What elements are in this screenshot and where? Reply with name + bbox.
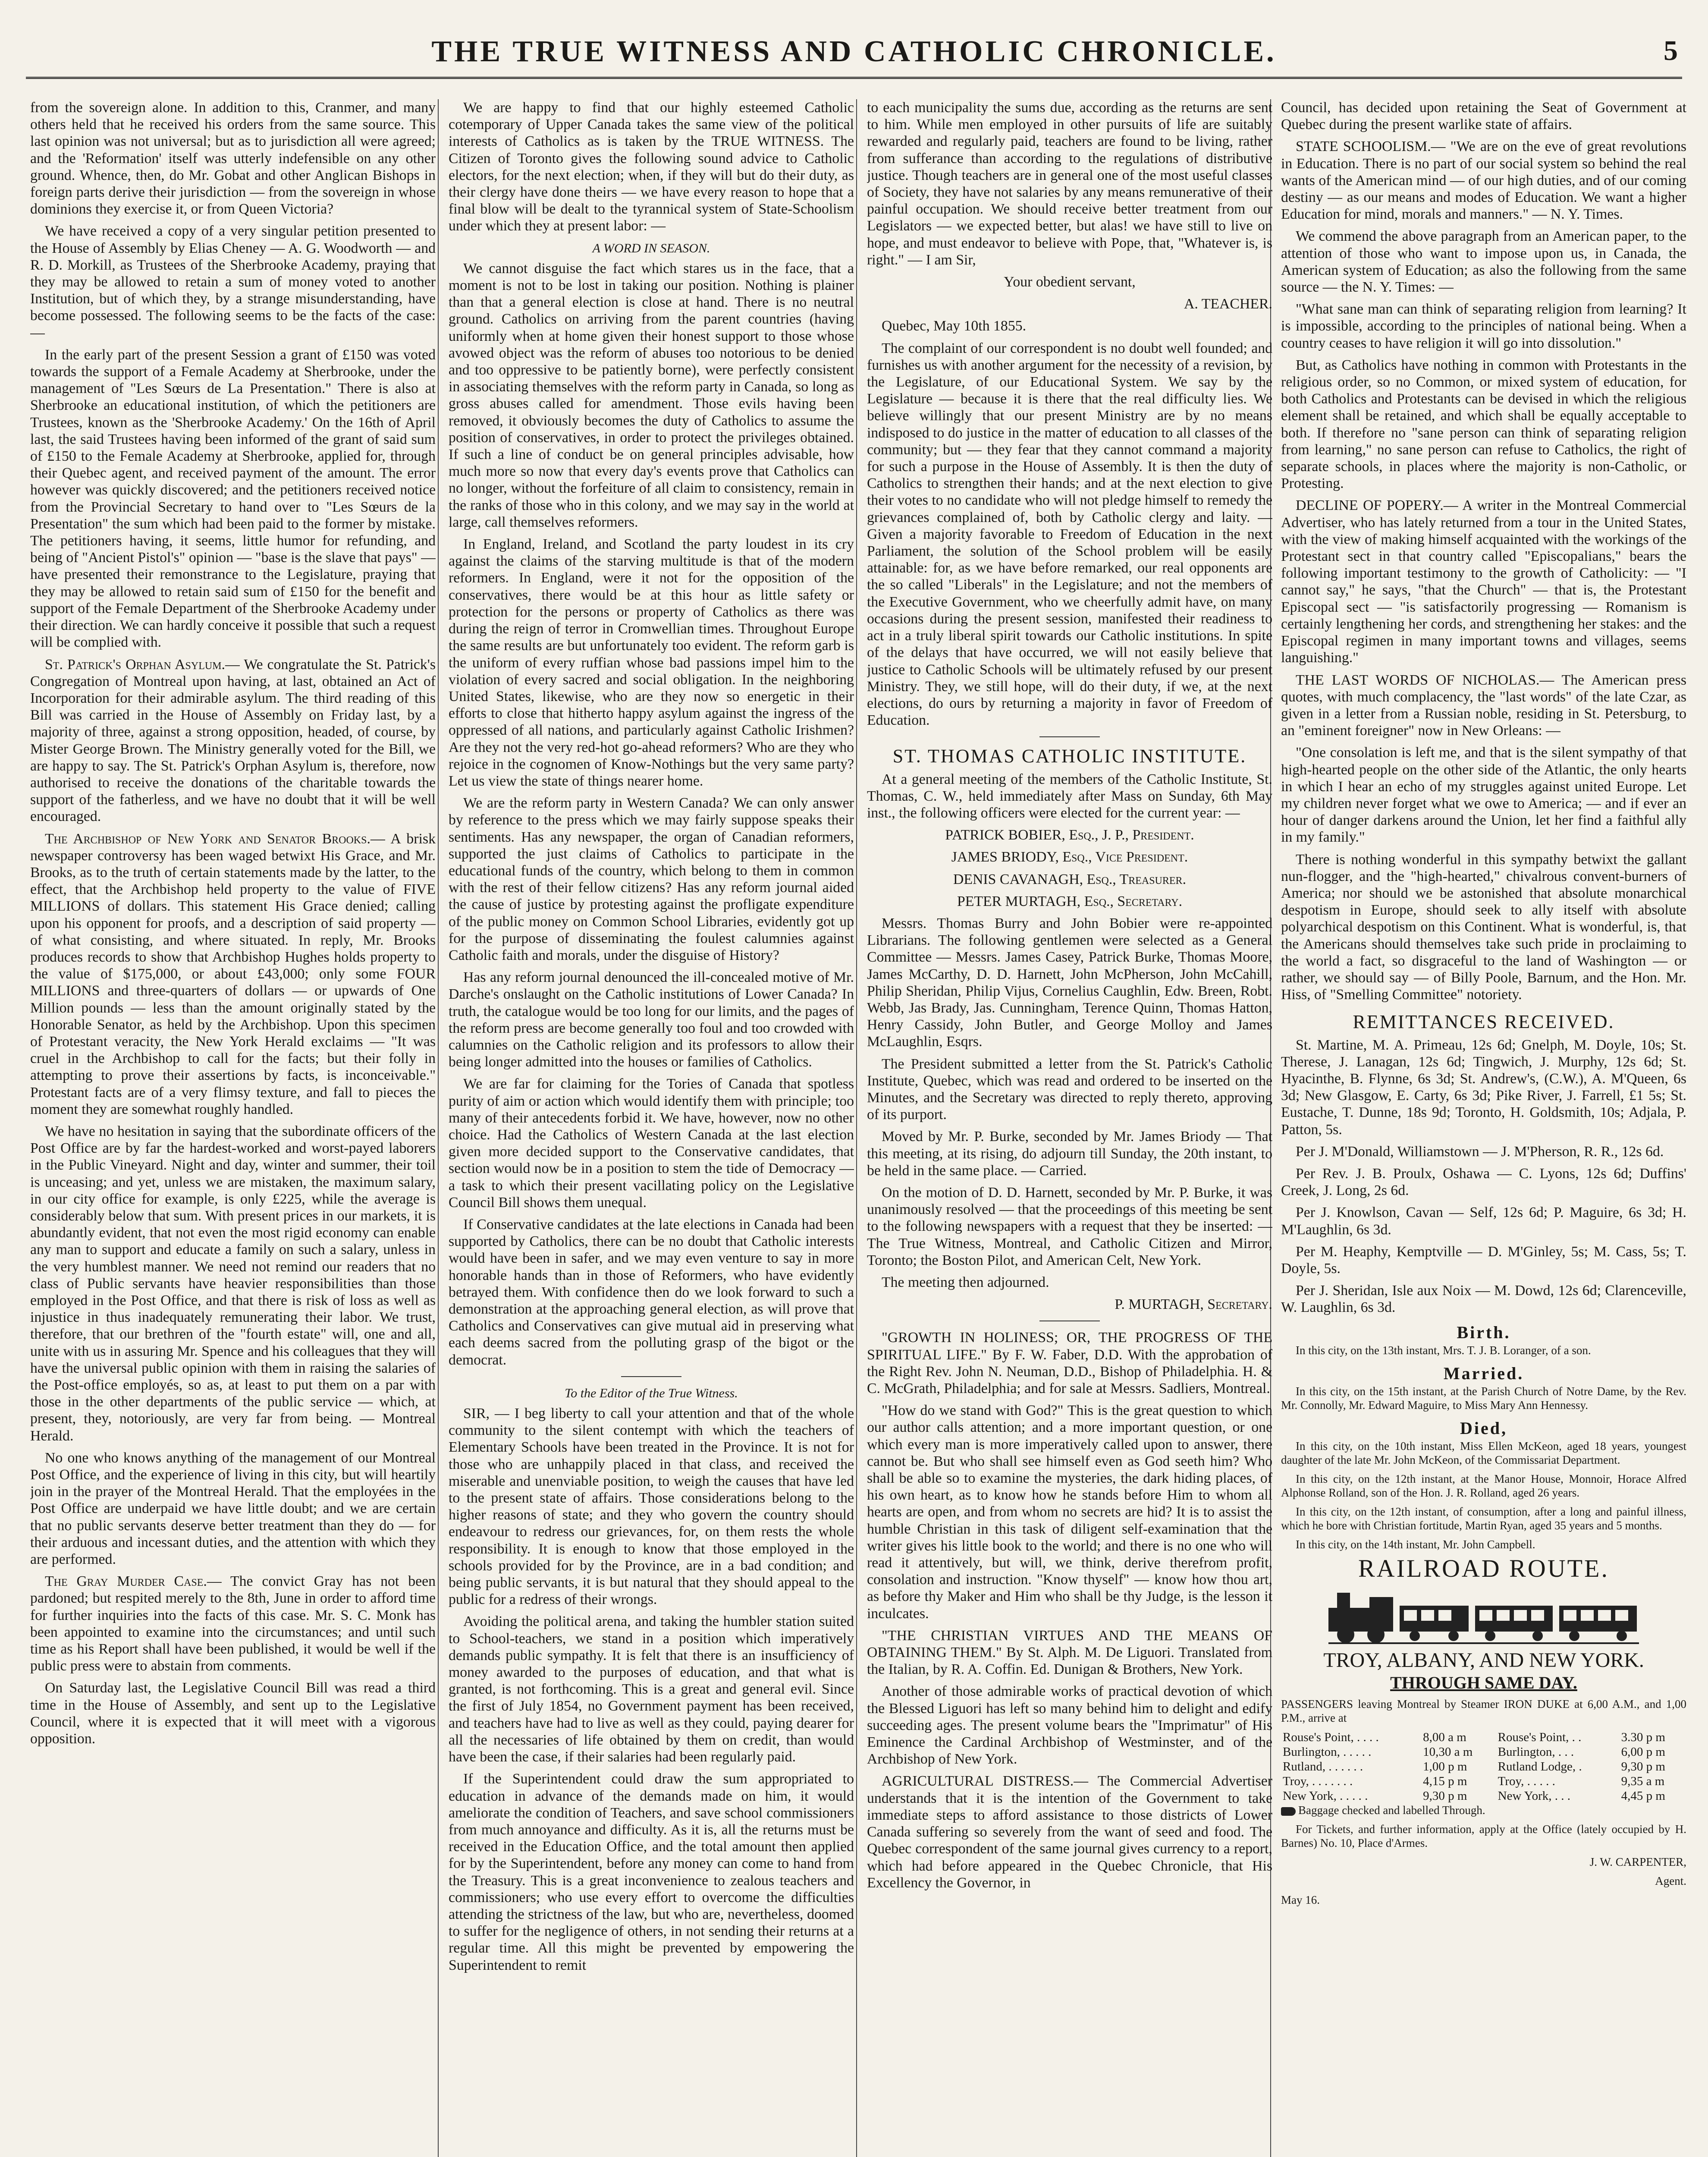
article-paragraph: We are the reform party in Western Canada? We can only answer by reference to the press which we may fairly suppose speaks their sentiments. Has any newspaper, the organ of Canadian reformers, supported the just claims of Catholics to participate in the educational funds of the country, which belong to them in common with the rest of their fellow citizens? Has any reform journal aided the cause of justice by protesting against the profligate expenditure of the public money on Common School Libraries, evidently got up for the purpose of disseminating the foulest calumnies against Catholic faith and morals, under the disguise of History? bbox=[449, 795, 854, 963]
article-paragraph bbox=[1281, 672, 1686, 739]
arrival-time: 4,15 p m bbox=[1423, 1774, 1467, 1788]
railroad-route-subtitle: TROY, ALBANY, AND NEW YORK. bbox=[1323, 1649, 1644, 1672]
article-heading: DECLINE OF POPERY. bbox=[1296, 497, 1444, 514]
newspaper-title: THE TRUE WITNESS AND CATHOLIC CHRONICLE. bbox=[431, 35, 1277, 68]
article-paragraph: On Saturday last, the Legislative Council Bill was read a third time in the House of Assembly, and sent up to the Legislative Council, where it is expected that it will meet with a vigorous opposition. bbox=[30, 1680, 436, 1747]
death-notice: In this city, on the 10th instant, Miss Ellen McKeon, aged 18 years, youngest daughter of the late Mr. John McKeon, of the Commissariat Department. bbox=[1281, 1440, 1686, 1467]
article-heading: The Archbishop of New York and Senator Brooks. bbox=[45, 830, 370, 847]
article-paragraph bbox=[30, 830, 436, 1118]
article-heading: THE LAST WORDS OF NICHOLAS. bbox=[1296, 672, 1540, 688]
station-name: New York, . . . bbox=[1498, 1789, 1571, 1803]
column-divider bbox=[856, 99, 857, 2157]
article-text: — A brisk newspaper controversy has been waged betwixt His Grace, and Mr. Brooks, as to the truth of certain statements made by the latter, to the effect, that the Archbishop held property to the value of FIVE MILLIONS of dollars. This statement His Grace denied; calling upon his opponent for proofs, and a description of said property — of what consisting, and where situated. In reply, Mr. Brooks produces records to show that Archbishop Hughes holds property to the value of $175,000, or about £43,000; only some FOUR MILLIONS and three-quarters of dollars — or upwards of One Million pounds — less than the amount originally stated by the Honorable Senator, as held by the Archbishop. Upon this specimen of Protestant veracity, the New York Herald exclaims — "It was cruel in the Archbishop to call for the facts; but their folly in attempting to prove their assertions by facts, is inconceivable." Protestant facts are of a very flimsy texture, and fall to pieces the moment they are somewhat roughly handled. bbox=[30, 830, 436, 1117]
separator-rule bbox=[1039, 736, 1100, 737]
station-name: Burlington, . . . . . bbox=[1283, 1745, 1372, 1759]
article-heading: The Gray Murder Case. bbox=[45, 1573, 207, 1590]
married-heading: Married. bbox=[1443, 1363, 1524, 1383]
table-row bbox=[1281, 1730, 1686, 1745]
table-row bbox=[1281, 1745, 1686, 1759]
locomotive-icon bbox=[1328, 1582, 1639, 1647]
agent-name: J. W. CARPENTER, bbox=[1589, 1855, 1686, 1868]
remittance-item: Per J. Knowlson, Cavan — Self, 12s 6d; P. Maguire, 6s 3d; H. M'Laughlin, 6s 3d. bbox=[1281, 1204, 1686, 1238]
masthead-rule bbox=[26, 77, 1682, 79]
pointing-hand-icon bbox=[1281, 1807, 1296, 1816]
article-paragraph: There is nothing wonderful in this sympathy betwixt the gallant nun-flogger, and the "high-hearted," chivalrous convent-burners of America; nor should we be astonished that absolute monarchical despotism in Europe, should seek to ally itself with absolute polyarchical despotism on this Continent. What is wonderful, is, that the Americans should themselves take such pride in proclaiming to the world a fact, so disgraceful to the land of Washington — or rather, we should say — of Billy Poole, Barnum, and the Hon. Mr. Hiss, of "Smelling Committee" notoriety. bbox=[1281, 851, 1686, 1003]
article-text: — "We are on the eve of great revolutions in Education. There is no part of our social system so behind the real wants of the American mind — of our high duties, and of our coming destiny — as our means and modes of Education. We want a higher Education for mind, morals and manners." — N. Y. Times. bbox=[1281, 138, 1686, 223]
article-heading: STATE SCHOOLISM. bbox=[1296, 138, 1431, 155]
notice-date: May 16. bbox=[1281, 1893, 1320, 1906]
article-paragraph: The President submitted a letter from the St. Patrick's Catholic Institute, Quebec, which was read and ordered to be inserted on the Minutes, and the Secretary was directed to reply thereto, approving of its purport. bbox=[867, 1056, 1272, 1123]
article-paragraph: We commend the above paragraph from an American paper, to the attention of those who want to impose upon us, in Canada, the American system of Education; as also the following from the same source — the N. Y. Times: — bbox=[1281, 228, 1686, 296]
page-number: 5 bbox=[1664, 35, 1678, 66]
letter-heading: To the Editor of the True Witness. bbox=[565, 1386, 738, 1400]
railroad-note: For Tickets, and further information, apply at the Office (lately occupied by H. Barnes) No. 10, Place d'Armes. bbox=[1281, 1822, 1686, 1849]
arrival-time: 4,45 p m bbox=[1621, 1789, 1665, 1803]
article-paragraph: to each municipality the sums due, according as the returns are sent to him. While men employed in other pursuits of life are suitably rewarded and regularly paid, teachers are found to be living, rather from sufferance than according to the regulations of distributive justice. Though teachers are in general one of the most useful classes of Society, they have not salaries by any means remunerative of their painful occupation. We should receive better treatment from our Legislators — we expected better, but alas! we have still to live on hope, and must endeavor to believe with Pope, that, "Whatever is, is right." — I am Sir, bbox=[867, 100, 1272, 268]
station-name: Rouse's Point, . . bbox=[1498, 1730, 1582, 1744]
book-notice: "GROWTH IN HOLINESS; OR, THE PROGRESS OF THE SPIRITUAL LIFE." By F. W. Faber, D.D. With the approbation of the Right Rev. John N. Neuman, D.D., Bishop of Philadelphia. H. & C. McGrath, Philadelphia; and for sale at Messrs. Sadliers, Montreal. bbox=[867, 1330, 1272, 1397]
article-paragraph bbox=[1281, 138, 1686, 223]
arrival-time: 8,00 a m bbox=[1423, 1730, 1466, 1744]
railroad-route-tagline: THROUGH SAME DAY. bbox=[1390, 1673, 1577, 1692]
article-paragraph: Avoiding the political arena, and taking the humbler station suited to School-teachers, we stand in a position which imperatively demands public sympathy. It is felt that there is an insufficiency of money awarded to the purposes of education, and that what is granted, is not forthcoming. This is a great and general evil. Since the first of July 1854, no Government payment has been received, and teachers have had to live as well as they could, paying dearer for all the necessaries of life obtained by them on credit, than would have been the case, if their salaries had been regularly paid. bbox=[449, 1613, 854, 1765]
remittance-item: Per M. Heaphy, Kemptville — D. M'Ginley, 5s; M. Cass, 5s; T. Doyle, 5s. bbox=[1281, 1243, 1686, 1277]
station-name: New York, . . . . . bbox=[1283, 1789, 1368, 1803]
birth-heading: Birth. bbox=[1457, 1322, 1511, 1342]
death-notice: In this city, on the 12th instant, at the Manor House, Monnoir, Horace Alfred Alphonse Rolland, son of the Hon. J. R. Rolland, aged 26 years. bbox=[1281, 1472, 1686, 1500]
article-paragraph: from the sovereign alone. In addition to this, Cranmer, and many others held that he received his orders from the same source. This last opinion was not universal; but as to jurisdiction all were agreed; and the 'Reformation' itself was utterly indefensible on any other ground. Whence, then, do Mr. Gobat and other Anglican Bishops in foreign parts derive their jurisdiction — from the sovereign in whose dominions they exercise it, or from Queen Victoria? bbox=[30, 100, 436, 217]
article-paragraph: Council, has decided upon retaining the Seat of Government at Quebec during the present warlike state of affairs. bbox=[1281, 100, 1686, 133]
remittance-item: Per Rev. J. B. Proulx, Oshawa — C. Lyons, 12s 6d; Duffins' Creek, J. Long, 2s 6d. bbox=[1281, 1165, 1686, 1199]
station-name: Rouse's Point, . . . . bbox=[1283, 1730, 1379, 1744]
article-text: — The Commercial Advertiser understands that it is the intention of the Government to take immediate steps to afford assistance to those districts of Lower Canada suffering so severely from the want of seed and food. The Quebec correspondent of the same journal gives currency to a report, which had before appeared in the Quebec Chronicle, that His Excellency the Governor, in bbox=[867, 1773, 1272, 1891]
dateline: Quebec, May 10th 1855. bbox=[882, 318, 1027, 334]
article-paragraph: Has any reform journal denounced the ill-concealed motive of Mr. Darche's onslaught on the Catholic institutions of Lower Canada? In truth, the catalogue would be too long for our limits, and the pages of the reform press are become generally too foul and too crowded with calumnies on the Catholic religion and its professors to allow their being longer admitted into the houses or families of Catholics. bbox=[449, 969, 854, 1070]
article-text: — We congratulate the St. Patrick's Congregation of Montreal upon having, at last, obtained an Act of Incorporation for their admirable asylum. The third reading of this Bill was carried in the House of Assembly on Friday last, by a majority of three, against a strong opposition, headed, of course, by Mister George Brown. The Ministry generally voted for the Bill, we are happy to say. The St. Patrick's Orphan Asylum is, therefore, now authorised to receive the donations of the charitable towards the support of the fatherless, and we have no doubt that it will be well encouraged. bbox=[30, 656, 436, 825]
death-notice: In this city, on the 12th instant, of consumption, after a long and painful illness, which he bore with Christian fortitude, Martin Ryan, aged 35 years and 5 months. bbox=[1281, 1505, 1686, 1532]
arrival-time: 10,30 a m bbox=[1423, 1745, 1473, 1759]
station-name: Rutland, . . . . . . bbox=[1283, 1759, 1363, 1773]
article-text: — A writer in the Montreal Commercial Advertiser, who has lately returned from a tour in the United States, with the view of making himself acquainted with the workings of the Protestant sect in that country called "Episcopalians," bears the following important testimony to the growth of Catholicity: — "I cannot say," he says, "that the Church" — that is, the Protestant Episcopal sect — "is satisfactorily progressing — Romanism is certainly lengthening her cords, and strengthening her stakes: and the Episcopal regimen in many important towns and villages, seems languishing." bbox=[1281, 497, 1686, 666]
station-name: Troy, . . . . . bbox=[1498, 1774, 1555, 1788]
article-paragraph: "What sane man can think of separating religion from learning? It is impossible, according to the principles of national being. When a country ceases to have religion it will go into dissolution." bbox=[1281, 301, 1686, 351]
station-name: Rutland Lodge, . bbox=[1498, 1759, 1582, 1773]
article-text: — The convict Gray has not been pardoned; but respited merely to the 8th, June in order to afford time for further inquiries into the facts of this case. Mr. S. C. Monk has been appointed to examine into the circumstances; and until such time as his Report shall have been published, it would be well if the public press were to abstain from comments. bbox=[30, 1573, 436, 1674]
article-paragraph: If the Superintendent could draw the sum appropriated to education in advance of the demands made on him, it would ameliorate the condition of Teachers, and save school commissioners from much annoyance and difficulty. As it is, all the returns must be received in the Education Office, and the total amount then applied for by the Superintendent, before any money can come to hand from the Treasury. This is a great inconvenience to zealous teachers and commissioners; who use every effort to overcome the difficulties attending the strictness of the law, but who are, nevertheless, doomed to suffer for the negligence of others, in not sending their returns at a regular time. All this might be prevented by empowering the Superintendent to remit bbox=[449, 1771, 854, 1973]
article-paragraph bbox=[867, 1773, 1272, 1891]
signature-line: Your obedient servant, bbox=[1004, 274, 1136, 290]
station-name: Troy, . . . . . . . bbox=[1283, 1774, 1353, 1788]
article-paragraph: In the early part of the present Session a grant of £150 was voted towards the support of a Female Academy at Sherbrooke, under the management of "Les Sœurs de La Presentation." There is also at Sherbrooke an educational institution, of which the petitioners are Trustees, known as the 'Sherbrooke Academy.' On the 16th of April last, the said Trustees having been informed of the grant of said sum of £150 to the Female Academy at Sherbrooke, applied for, through their Quebec agent, and received payment of the amount. The error however was quickly discovered; and the petitioners received notice from the Provincial Secretary to hand over to "Les Sœurs de la Presentation" the sum which had been paid to the former by mistake. The petitioners having, it seems, little humor for refunding, and being of "Ancient Pistol's" opinion — "base is the slave that pays" — have presented their remonstrance to the Legislature, praying that they may be allowed to retain said sum of £150 for the benefit and support of the Female Department of the Sherbrooke Academy under their direction. We can hardly conceive it possible that such a request will be complied with. bbox=[30, 346, 436, 651]
article-paragraph: SIR, — I beg liberty to call your attention and that of the whole community to the silent contempt with which the teachers of Elementary Schools have been treated in the Province. It is not for those who are unhappily placed in that class, and received the miserable and unenviable position, to weigh the causes that have led to the present state of affairs. Those considerations belong to the higher reasons of state; and they who govern the country should endeavour to redress our grievances, for, on them rests the whole responsibility. It is enough to know that those employed in the schools provided for by the Province, are in a bad condition; and being public servants, it is but natural that they should appeal to the public for a redress of their wrongs. bbox=[449, 1406, 854, 1608]
article-paragraph: "How do we stand with God?" This is the great question to which our author calls attention; and a more important question, or one which every man is more imperatively called upon to answer, there cannot be. But who shall see himself even as God seeth him? Who shall be able so to examine the mysteries, the dark hiding places, of his own heart, as to know how he stands before Him to whom all hearts are open, and from whom no secrets are hid? It is to assist the humble Christian in this task of diligent self-examination that the writer gives his little book to the world; and there is no one who will read it attentively, but will, we think, derive therefrom profit, consolation and instruction. "Know thyself" — know how thou art, as before thy Maker and Him who shall be thy Judge, is the lesson it inculcates. bbox=[867, 1402, 1272, 1622]
article-heading: St. Patrick's Orphan Asylum. bbox=[45, 656, 225, 673]
column-2 bbox=[449, 99, 854, 2157]
signature-name: P. MURTAGH, Secretary. bbox=[1115, 1296, 1272, 1313]
column-divider bbox=[438, 99, 439, 2157]
note-text: Baggage checked and labelled Through. bbox=[1298, 1803, 1485, 1817]
birth-notice: In this city, on the 13th instant, Mrs. T. J. B. Loranger, of a son. bbox=[1296, 1343, 1591, 1357]
table-row bbox=[1281, 1789, 1686, 1803]
arrival-time: 9,35 a m bbox=[1621, 1774, 1665, 1788]
arrival-time: 1,00 p m bbox=[1423, 1759, 1467, 1773]
remittance-list: St. Martine, M. A. Primeau, 12s 6d; Gnelph, M. Doyle, 10s; St. Therese, J. Lanagan, 12s 6d; Tingwich, J. Murphy, 12s 6d; St. Hyacinthe, B. Flynne, 6s 3d; St. Andrew's, (C.W.), A. M'Queen, 6s 3d; New Glasgow, E. Carty, 6s 3d; Pike River, J. Farrell, £1 5s; St. Eustache, T. Dunne, 18s 9d; Toronto, H. Goldsmith, 10s; Adjala, P. Patton, 5s. bbox=[1281, 1037, 1686, 1138]
article-paragraph: On the motion of D. D. Harnett, seconded by Mr. P. Burke, it was unanimously resolved — that the proceedings of this meeting be sent to the following newspapers with a request that they be inserted: — The True Witness, Montreal, and Catholic Citizen and Mirror, Toronto; the Boston Pilot, and American Celt, New York. bbox=[867, 1184, 1272, 1268]
article-paragraph: At a general meeting of the members of the Catholic Institute, St. Thomas, C. W., held immediately after Mass on Sunday, 6th May inst., the following officers were elected for the current year: — bbox=[867, 771, 1272, 821]
column-4 bbox=[1281, 99, 1686, 2157]
remittance-item: Per J. Sheridan, Isle aux Noix — M. Dowd, 12s 6d; Clarenceville, W. Laughlin, 6s 3d. bbox=[1281, 1283, 1686, 1316]
column-3 bbox=[867, 99, 1272, 2157]
article-paragraph: We have no hesitation in saying that the subordinate officers of the Post Office are by far the hardest-worked and worst-payed laborers in the Public Vineyard. Night and day, winter and summer, their toil is unceasing; and yet, unless we are mistaken, the maximum salary, in our city office for example, is only £225, while the average is considerably below that sum. With present prices in our markets, it is abundantly evident, that not even the most rigid economy can enable any man to support and educate a family on such a salary, unless in the very humblest manner. We need not remind our readers that no class of Public servants have heavier responsibilities than those employed in the Post Office, and that there is risk of loss as well as injustice in thus inadequately remunerating their labor. We trust, therefore, that our brethren of the "fourth estate" will, one and all, unite with us in assuring Mr. Spence and his colleagues that they will have the universal public opinion with them in raising the salaries of the Post-office employés, so as, at least to put them on a par with those in the other departments of the public service — which, at present, they, notoriously, are very far from being. — Montreal Herald. bbox=[30, 1123, 436, 1444]
article-paragraph: We have received a copy of a very singular petition presented to the House of Assembly by Elias Cheney — A. G. Woodworth — and R. D. Morkill, as Trustees of the Sherbrooke Academy, praying that they may be allowed to retain a sum of money voted to another Institution, but of which they, by a strange misunderstanding, have become possessed. The following seems to be the facts of the case: — bbox=[30, 223, 436, 341]
table-row bbox=[1281, 1774, 1686, 1789]
article-paragraph: Moved by Mr. P. Burke, seconded by Mr. James Briody — That this meeting, at its rising, do adjourn till Sunday, the 20th instant, to be held in the same place. — Carried. bbox=[867, 1129, 1272, 1179]
died-heading: Died, bbox=[1460, 1418, 1507, 1438]
article-paragraph: The meeting then adjourned. bbox=[882, 1274, 1049, 1290]
article-paragraph bbox=[1281, 497, 1686, 666]
book-notice: "THE CHRISTIAN VIRTUES AND THE MEANS OF OBTAINING THEM." By St. Alph. M. De Liguori. Translated from the Italian, by R. A. Coffin. Ed. Dunigan & Brothers, New York. bbox=[867, 1627, 1272, 1678]
officer-line: PETER MURTAGH, Esq., Secretary. bbox=[957, 893, 1183, 909]
arrival-time: 9,30 p m bbox=[1621, 1759, 1665, 1773]
article-paragraph bbox=[30, 1573, 436, 1674]
section-subhead: A WORD IN SEASON. bbox=[592, 241, 710, 255]
railroad-route-title: RAILROAD ROUTE. bbox=[1358, 1554, 1609, 1583]
article-paragraph: Messrs. Thomas Burry and John Bobier were re-appointed Librarians. The following gentlemen were selected as a General Committee — Messrs. James Casey, Patrick Burke, Thomas Moore, James McCarthy, D. D. Harnett, John McPherson, John McCahill, Philip Sheridan, Philip Vijus, Cornelius Caughlin, Edw. Breen, Robt. Webb, Jas Brady, Jas. Cunningham, Terence Quinn, Thomas Hatton, Henry Cassidy, John Butler, and George Molloy and James McLaughlin, Esqrs. bbox=[867, 915, 1272, 1050]
arrival-time: 9,30 p m bbox=[1423, 1789, 1467, 1803]
railroad-intro: PASSENGERS leaving Montreal by Steamer IRON DUKE at 6,00 A.M., and 1,00 P.M., arrive at bbox=[1281, 1697, 1686, 1724]
article-text: — The American press quotes, with much complacency, the "last words" of the late Czar, as given in a letter from a Russian noble, residing in St. Petersburg, to an "eminent foreigner" now in New Orleans: — bbox=[1281, 672, 1686, 739]
marriage-notice: In this city, on the 15th instant, at the Parish Church of Notre Dame, by the Rev. Mr. Connolly, Mr. Edward Maguire, to Miss Mary Ann Hennessy. bbox=[1281, 1385, 1686, 1412]
signature-name: A. TEACHER. bbox=[1184, 296, 1272, 312]
officer-line: DENIS CAVANAGH, Esq., Treasurer. bbox=[953, 871, 1187, 887]
article-paragraph: We are far for claiming for the Tories of Canada that spotless purity of aim or action which would identify them with principle; too many of their antecedents forbid it. We have, however, now no other choice. Had the Catholics of Western Canada at the last election given more decided support to the Conservative candidates, that section would now be in a position to stem the tide of Democracy — a task to which their present vacillating policy on the Legislative Council Bill shows them unequal. bbox=[449, 1076, 854, 1211]
article-paragraph: In England, Ireland, and Scotland the party loudest in its cry against the claims of the starving multitude is that of the modern reformers. In England, were it not for the opposition of the conservatives, there would be at this hour as little safety or protection for the persons or property of Catholics as there was during the reign of terror in Cromwellian times. Throughout Europe the same results are but unfortunately too evident. The reform garb is the uniform of every ruffian whose bad passions impel him to the violation of every sacred and social obligation. In the neighboring United States, likewise, who are they now so energetic in their efforts to close that hitherto happy asylum against the ingress of the oppressed of all nations, and particularly against Catholic Irishmen? Are they not the very red-hot go-ahead reformers? Who are they who rejoice in the cognomen of Know-Nothings but the very same party? Let us view the state of things nearer home. bbox=[449, 536, 854, 789]
railroad-schedule-table bbox=[1281, 1730, 1686, 1803]
station-name: Burlington, . . . bbox=[1498, 1745, 1574, 1759]
arrival-time: 3.30 p m bbox=[1621, 1730, 1665, 1744]
train-engraving bbox=[1328, 1582, 1639, 1647]
officer-line: PATRICK BOBIER, Esq., J. P., President. bbox=[945, 827, 1194, 843]
article-paragraph: "One consolation is left me, and that is the silent sympathy of that high-hearted people on the other side of the Atlantic, the only hearts in which I hear an echo of my struggles against united Europe. Let my children never forget what we owe to America; — and if ever an hour of danger darkens around the Union, let her find a faithful ally in my family." bbox=[1281, 745, 1686, 846]
officer-line: JAMES BRIODY, Esq., Vice President. bbox=[951, 849, 1188, 865]
masthead bbox=[26, 30, 1682, 95]
column-1 bbox=[30, 99, 436, 2157]
remittance-item: Per J. M'Donald, Williamstown — J. M'Pherson, R. R., 12s 6d. bbox=[1296, 1143, 1664, 1160]
article-paragraph: The complaint of our correspondent is no doubt well founded; and furnishes us with another argument for the necessity of a revision, by the Legislature, of our Educational System. We say by the Legislature — because it is there that the real difficulty lies. We believe willingly that our present Ministry are by no means indisposed to do justice in the matter of education to all classes of the community; but — they fear that they cannot command a majority for such a purpose in the House of Assembly. It is then the duty of Catholics to strengthen their hands; and at the next election to give their votes to no candidate who will not pledge himself to remedy the grievances complained of, both by Catholic clergy and laity. — Given a majority favorable to Freedom of Education in the next Parliament, the solution of the School problem will be easily attainable: for, as we have before remarked, our real opponents are the so called "Liberals" in the Legislature; and not the members of the Executive Government, who we cheerfully admit have, on many occasions during the present session, manifested their readiness to act in a truly liberal spirit towards our Catholic institutions. In spite of the delays that have occurred, we will not easily believe that justice to Catholic Schools will be ultimately refused by our present Ministry. They, we still hope, will do their duty, if we, at the next elections, do ours by returning a majority in favor of Freedom of Education. bbox=[867, 340, 1272, 729]
article-paragraph: But, as Catholics have nothing in common with Protestants in the religious order, so no Common, or mixed system of education, for both Catholics and Protestants can be devised in which the religious element shall be retained, and which shall be equally acceptable to both. If therefore no "sane person can think of separating religion from learning," no sane person can refuse to Catholics, the right of separate schools, in places where the majority is non-Catholic, or Protesting. bbox=[1281, 357, 1686, 492]
table-row bbox=[1281, 1759, 1686, 1774]
article-paragraph: No one who knows anything of the management of our Montreal Post Office, and the experience of living in this city, but will heartily join in the prayer of the Montreal Herald. That the employées in the Post Office are underpaid we have little doubt; and we are certain that no public servants deserve better treatment than they do — for their arduous and incessant duties, and the attention with which they are performed. bbox=[30, 1450, 436, 1568]
section-heading: ST. THOMAS CATHOLIC INSTITUTE. bbox=[892, 745, 1247, 767]
article-paragraph: We are happy to find that our highly esteemed Catholic cotemporary of Upper Canada takes the same view of the political interests of Catholics as is taken by the TRUE WITNESS. The Citizen of Toronto gives the following sound advice to Catholic electors, for the next election; when, if they will but do their duty, as their clergy have done theirs — we have every reason to hope that a final blow will be dealt to the tyrannical system of State-Schoolism under which they at present labor: — bbox=[449, 100, 854, 234]
article-paragraph bbox=[30, 656, 436, 825]
agent-title: Agent. bbox=[1655, 1874, 1686, 1887]
remittances-heading: REMITTANCES RECEIVED. bbox=[1353, 1011, 1615, 1033]
article-heading: AGRICULTURAL DISTRESS. bbox=[882, 1773, 1074, 1789]
railroad-note bbox=[1281, 1803, 1686, 1817]
article-paragraph: We cannot disguise the fact which stares us in the face, that a moment is not to be lost in taking our position. Nothing is plainer than that a general election is close at hand. There is no neutral ground. Catholics on arriving from the parent countries (having uniformly when at home given their honest support to those whose avowed object was the reform of abuses too notorious to be denied and too oppressive to be patiently borne), were perfectly consistent in associating themselves with the reform party in Canada, so long as gross abuses called for amendment. Those evils having been removed, it obviously becomes the duty of Catholics to assume the position of conservatives, in order to protect the privileges obtained. If such a line of conduct be on general principles advisable, how much more so now that every day's events prove that Catholics can no longer, without the forfeiture of all claim to consistency, remain in the ranks of those who in this colony, and we may say in the world at large, call themselves reformers. bbox=[449, 260, 854, 530]
separator-rule bbox=[621, 1376, 681, 1377]
arrival-time: 6,00 p m bbox=[1621, 1745, 1665, 1759]
death-notice: In this city, on the 14th instant, Mr. John Campbell. bbox=[1296, 1538, 1535, 1551]
article-paragraph: If Conservative candidates at the late elections in Canada had been supported by Catholics, there can be no doubt that Catholic interests would have been in safer, and we may even venture to say in more honorable hands than in those of Reformers, who have evidently betrayed them. With confidence then do we look forward to such a demonstration at the approaching general election, as will prove that Catholics and Conservatives can give mutual aid in preserving what each deems sacred from the polluting grasp of the bigot or the democrat. bbox=[449, 1217, 854, 1368]
article-paragraph: Another of those admirable works of practical devotion of which the Blessed Liguori has left so many behind him to delight and edify succeeding ages. The present volume bears the "Imprimatur" of His Eminence the Cardinal Archbishop of Westminster, and of the Archbishop of New York. bbox=[867, 1683, 1272, 1767]
